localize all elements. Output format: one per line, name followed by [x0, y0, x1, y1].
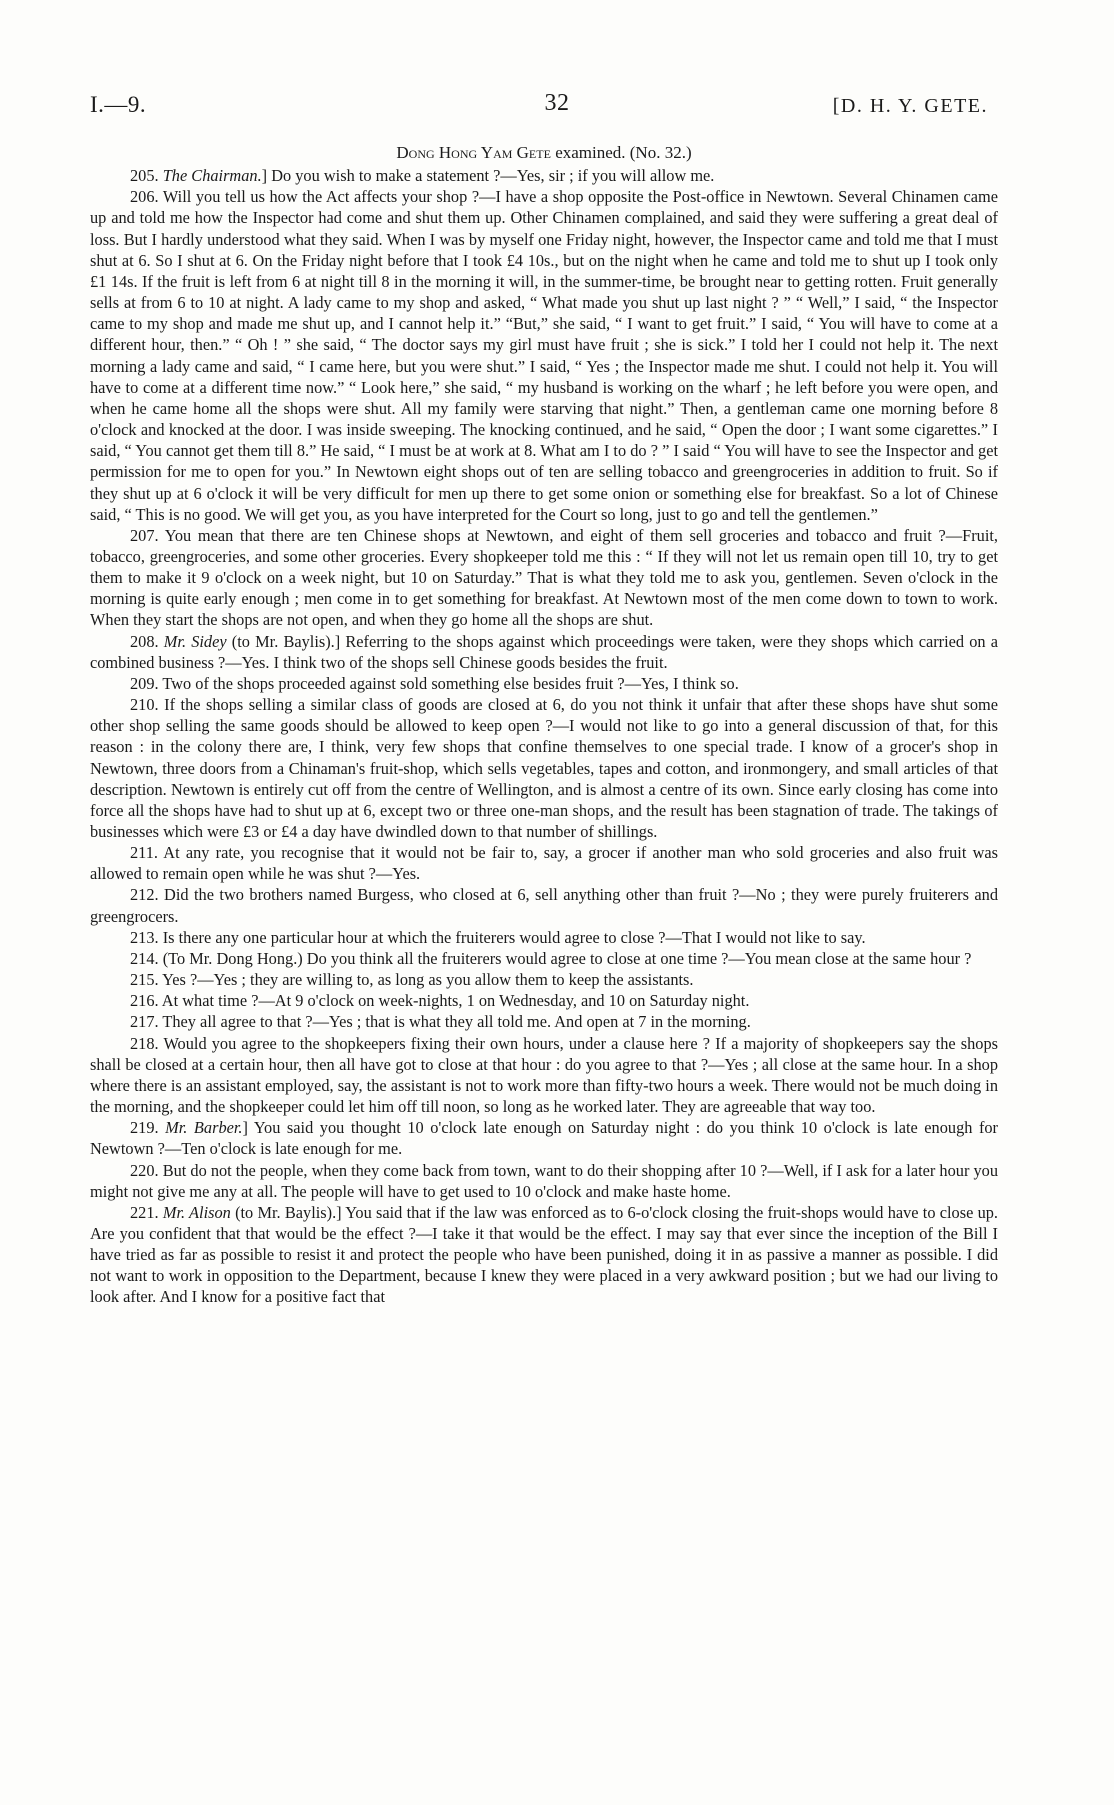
- paragraph-text: 213. Is there any one particular hour at which the fruiterers would agree to close ?—That I would not like to say.: [130, 927, 866, 947]
- paragraph-number: 208.: [130, 631, 164, 651]
- testimony-paragraph: [90, 525, 998, 631]
- section-title: [90, 142, 998, 163]
- paragraph-text: (to Mr. Baylis).] You said that if the law was enforced as to 6-o'clock closing the fruit-shops would have to close up. Are you confident that that would be the effect ?—I take it that would be the effect. I may say that ever since the inception of the Bill I have tried as far as possible to resist it and protect the people who have been punished, doing it in as passive a manner as possible. I did not want to work in opposition to the Department, because I knew they were placed in a very awkward position ; but we had our living to look after. And I know for a positive fact that: [90, 1202, 999, 1307]
- testimony-paragraph: [90, 631, 998, 673]
- testimony-paragraph: [90, 948, 998, 969]
- paragraph-text: 209. Two of the shops proceeded against sold something else besides fruit ?—Yes, I think so.: [130, 673, 739, 693]
- speaker-name: Mr. Barber.: [165, 1118, 243, 1138]
- speaker-name: Mr. Sidey: [163, 631, 227, 651]
- paragraph-text: 212. Did the two brothers named Burgess, who closed at 6, sell anything other than fruit ?—No ; they were purely fruiterers and greengrocers.: [90, 885, 998, 926]
- paragraph-text: ] You said you thought 10 o'clock late enough on Saturday night : do you think 10 o'clock is late enough for Newtown ?—Ten o'clock is late enough for me.: [90, 1118, 999, 1159]
- testimony-paragraph: [90, 969, 998, 990]
- paragraph-text: 207. You mean that there are ten Chinese shops at Newtown, and eight of them sell groceries and tobacco and fruit ?—Fruit, tobacco, greengroceries, and some other groceries. Every shopkeeper told me this : “ If they will not let us remain open till 10, try to get them to make it 9 o'clock on a week night, but 10 on Saturday.” That is what they told me to ask you, gentlemen. Seven o'clock in the morning is quite early enough ; men come in to get something for breakfast. At Newtown most of the men come down to town to work. When they start the shops are not open, and when they go home all the shops are shut.: [90, 525, 998, 630]
- testimony-paragraphs: [90, 165, 998, 1307]
- testimony-paragraph: [90, 165, 998, 186]
- paragraph-text: 210. If the shops selling a similar class of goods are closed at 6, do you not think it unfair that after these shops have shut some other shop selling the same goods should be allowed to keep open ?—I would not like to go into a general discussion of that, for this reason : in the colony there are, I think, very few shops that confine themselves to one special trade. I know of a grocer's shop in Newtown, three doors from a Chinaman's fruit-shop, which sells vegetables, tapes and cotton, and ironmongery, and small articles of that description. Newtown is entirely cut off from the centre of Wellington, and is almost a centre of its own. Since early closing has come into force all the shops have had to shut up at 6, except two or three one-man shops, and the result has been stagnation of trade. The takings of businesses which were £3 or £4 a day have dwindled down to that number of shillings.: [90, 695, 998, 841]
- testimony-paragraph: [90, 186, 998, 525]
- paragraph-text: 215. Yes ?—Yes ; they are willing to, as long as you allow them to keep the assistants.: [130, 970, 694, 990]
- testimony-paragraph: [90, 884, 998, 926]
- report-code: I.—9.: [90, 92, 147, 117]
- testimony-paragraph: [90, 1160, 998, 1202]
- testimony-paragraph: [90, 990, 998, 1011]
- paragraph-text: 211. At any rate, you recognise that it would not be fair to, say, a grocer if another man who sold groceries and also fruit was allowed to remain open while he was shut ?—Yes.: [90, 843, 998, 884]
- paragraph-text: 216. At what time ?—At 9 o'clock on week-nights, 1 on Wednesday, and 10 on Saturday night.: [130, 991, 750, 1011]
- paragraph-number: 205.: [130, 166, 163, 186]
- speaker-name: Mr. Alison: [162, 1202, 231, 1222]
- testimony-paragraph: [90, 694, 998, 842]
- paragraph-text: (to Mr. Baylis).] Referring to the shops against which proceedings were taken, were they shops which carried on a combined business ?—Yes. I think two of the shops sell Chinese goods besides the fruit.: [90, 631, 999, 672]
- testimony-paragraph: [90, 842, 998, 884]
- body-text: [90, 142, 998, 1308]
- paragraph-number: 219.: [130, 1118, 166, 1138]
- paragraph-text: 218. Would you agree to the shopkeepers fixing their own hours, under a clause here ? If a majority of shopkeepers say the shops shall be closed at a certain hour, then all have got to close at that hour : do you agree to that ?—Yes ; all close at the same hour. In a shop where there is an assistant employed, say, the assistant is not to work more than fifty-two hours a week. There would not be much doing in the morning, and the shopkeeper could let him off till noon, so long as he worked later. They are agreeable that way too.: [90, 1033, 998, 1117]
- page-number: 32: [544, 90, 570, 116]
- paragraph-text: 217. They all agree to that ?—Yes ; that is what they all told me. And open at 7 in the morning.: [130, 1012, 751, 1032]
- testimony-paragraph: [90, 673, 998, 694]
- paragraph-text: 220. But do not the people, when they come back from town, want to do their shopping after 10 ?—Well, if I ask for a later hour you might not give me any at all. The people will have to get used to 10 o'clock and make haste home.: [90, 1160, 998, 1201]
- testimony-paragraph: [90, 1011, 998, 1032]
- speaker-name: The Chairman.: [162, 166, 262, 186]
- title-rest: examined. (No. 32.): [550, 143, 692, 162]
- running-head: [D. H. Y. GETE.: [832, 95, 988, 117]
- paragraph-number: 221.: [130, 1202, 163, 1222]
- paragraph-text: 206. Will you tell us how the Act affects your shop ?—I have a shop opposite the Post-office in Newtown. Several Chinamen came up and told me how the Inspector had come and shut them up. Other Chinamen complained, and said they were suffering a great deal of loss. But I hardly understood what they said. When I was by myself one Friday night, however, the Inspector came and told me that I must shut at 6. So I shut at 6. On the Friday night before that I took £4 10s., but on the night when he came and told me to shut up I took only £1 14s. If the fruit is left from 6 at night till 8 in the morning it will, in the summer-time, be brought near to getting rotten. Fruit generally sells at from 6 to 10 at night. A lady came to my shop and asked, “ What made you shut up last night ? ” “ Well,” I said, “ the Inspector came to my shop and made me shut up, and I cannot help it.” “But,” she said, “ I want to get fruit.” I said, “ You will have to come at a different hour, then.” “ Oh ! ” she said, “ The doctor says my girl must have fruit ; she is sick.” I told her I could not help it. The next morning a lady came and said, “ I came here, but you were shut.” I said, “ Yes ; the Inspector made me shut. I could not help it. You will have to come at a different time now.” “ Look here,” she said, “ my husband is working on the wharf ; he left before you were open, and when he came home all the shops were shut. All my family were starving that night.” Then, a gentleman came one morning before 8 o'clock and knocked at the door. I was inside sweeping. The knocking continued, and he said, “ Open the door ; I want some cigarettes.” I said, “ You cannot get them till 8.” He said, “ I must be at work at 8. What am I to do ? ” I said “ You will have to see the Inspector and get permission for me to open for you.” In Newtown eight shops out of ten are selling tobacco and greengroceries in addition to fruit. So if they shut up at 6 o'clock it will be very difficult for men up there to get some onion or something else for breakfast. So a lot of Chinese said, “ This is no good. We will get you, as you have interpreted for the Court so long, just to go and tell the gentlemen.”: [90, 187, 998, 524]
- testimony-paragraph: [90, 1033, 998, 1118]
- witness-name: Dong Hong Yam Gete: [396, 143, 551, 162]
- paragraph-text: ] Do you wish to make a statement ?—Yes, sir ; if you will allow me.: [261, 166, 715, 186]
- testimony-paragraph: [90, 927, 998, 948]
- paragraph-text: 214. (To Mr. Dong Hong.) Do you think all the fruiterers would agree to close at one time ?—You mean close at the same hour ?: [130, 948, 972, 968]
- testimony-paragraph: [90, 1117, 998, 1159]
- testimony-paragraph: [90, 1202, 998, 1308]
